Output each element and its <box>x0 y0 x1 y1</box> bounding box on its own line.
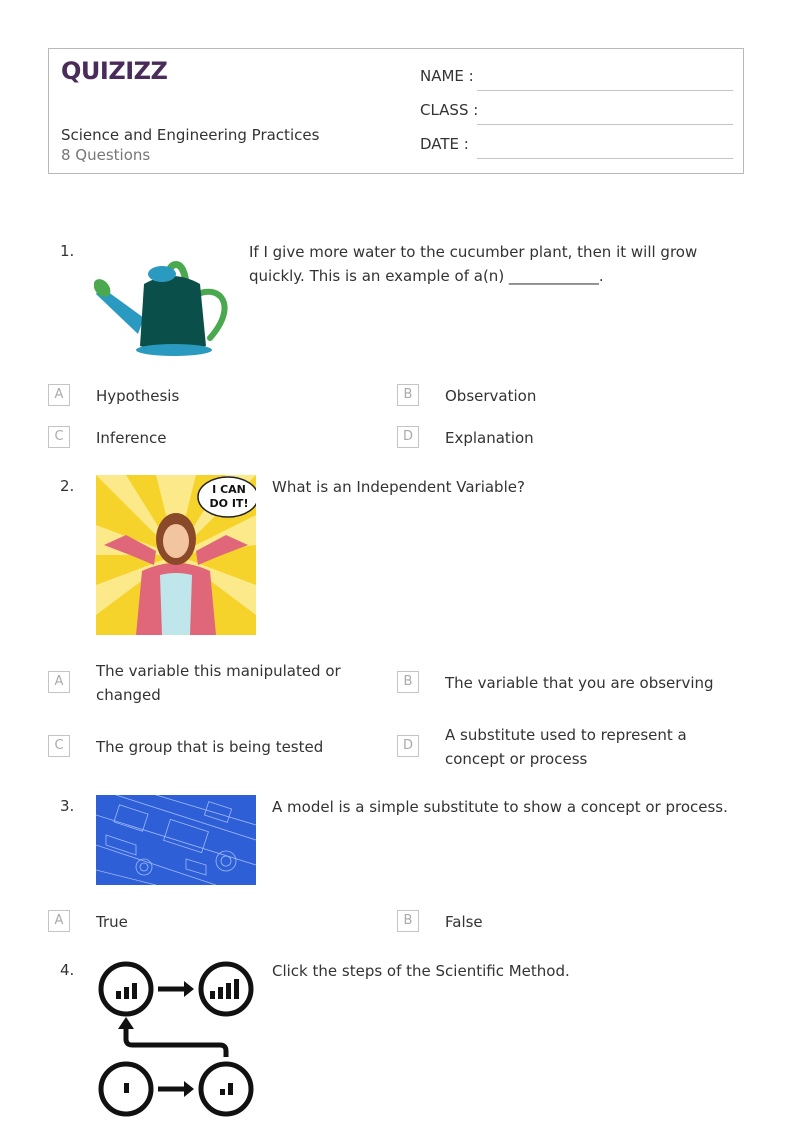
q2-option-b-letter[interactable]: B <box>397 671 419 693</box>
q2-option-a-letter[interactable]: A <box>48 671 70 693</box>
question-4-number: 4. <box>60 961 75 979</box>
q1-option-d-letter[interactable]: D <box>397 426 419 448</box>
date-label: DATE : <box>420 135 469 153</box>
question-2-text: What is an Independent Variable? <box>272 478 525 496</box>
worksheet-header <box>48 48 744 174</box>
question-1-number: 1. <box>60 242 75 260</box>
q1-option-d-text[interactable]: Explanation <box>445 429 534 447</box>
quizizz-logo: QUIZIZZ <box>61 57 168 85</box>
name-label: NAME : <box>420 67 474 85</box>
q3-option-a-text[interactable]: True <box>96 913 128 931</box>
q2-option-a-text[interactable]: The variable this manipulated or changed <box>96 662 341 704</box>
q3-option-b-letter[interactable]: B <box>397 910 419 932</box>
q1-option-b-letter[interactable]: B <box>397 384 419 406</box>
speech-bubble-text: I CAN DO IT! <box>209 483 249 510</box>
q2-option-c-letter[interactable]: C <box>48 735 70 757</box>
class-field[interactable] <box>420 101 733 125</box>
question-4-text: Click the steps of the Scientific Method. <box>272 962 570 980</box>
q2-option-d-text[interactable]: A substitute used to represent a concept or process <box>445 726 687 768</box>
class-line[interactable] <box>477 124 733 125</box>
name-field[interactable] <box>420 67 733 91</box>
q1-option-a-text[interactable]: Hypothesis <box>96 387 180 405</box>
scientific-method-cycle-illustration <box>96 959 256 1119</box>
watering-can-illustration <box>94 238 236 360</box>
date-field[interactable] <box>420 135 733 159</box>
q1-option-c-text[interactable]: Inference <box>96 429 167 447</box>
question-3-number: 3. <box>60 797 75 815</box>
q2-option-b-text[interactable]: The variable that you are observing <box>445 674 714 692</box>
question-3-text: A model is a simple substitute to show a concept or process. <box>272 798 728 816</box>
q1-option-b-text[interactable]: Observation <box>445 387 537 405</box>
pop-art-woman-illustration <box>96 475 256 635</box>
q3-option-a-letter[interactable]: A <box>48 910 70 932</box>
worksheet-title: Science and Engineering Practices <box>61 126 320 144</box>
q3-option-b-text[interactable]: False <box>445 913 483 931</box>
q1-option-a-letter[interactable]: A <box>48 384 70 406</box>
q1-option-c-letter[interactable]: C <box>48 426 70 448</box>
q2-option-d-letter[interactable]: D <box>397 735 419 757</box>
question-count: 8 Questions <box>61 146 151 164</box>
blueprint-illustration <box>96 795 256 885</box>
date-line[interactable] <box>477 158 733 159</box>
class-label: CLASS : <box>420 101 479 119</box>
name-line[interactable] <box>477 90 733 91</box>
question-2-number: 2. <box>60 477 75 495</box>
question-1-text: If I give more water to the cucumber plant, then it will grow quickly. This is an example of a(n) ____________. <box>249 243 698 285</box>
q2-option-c-text[interactable]: The group that is being tested <box>96 738 324 756</box>
